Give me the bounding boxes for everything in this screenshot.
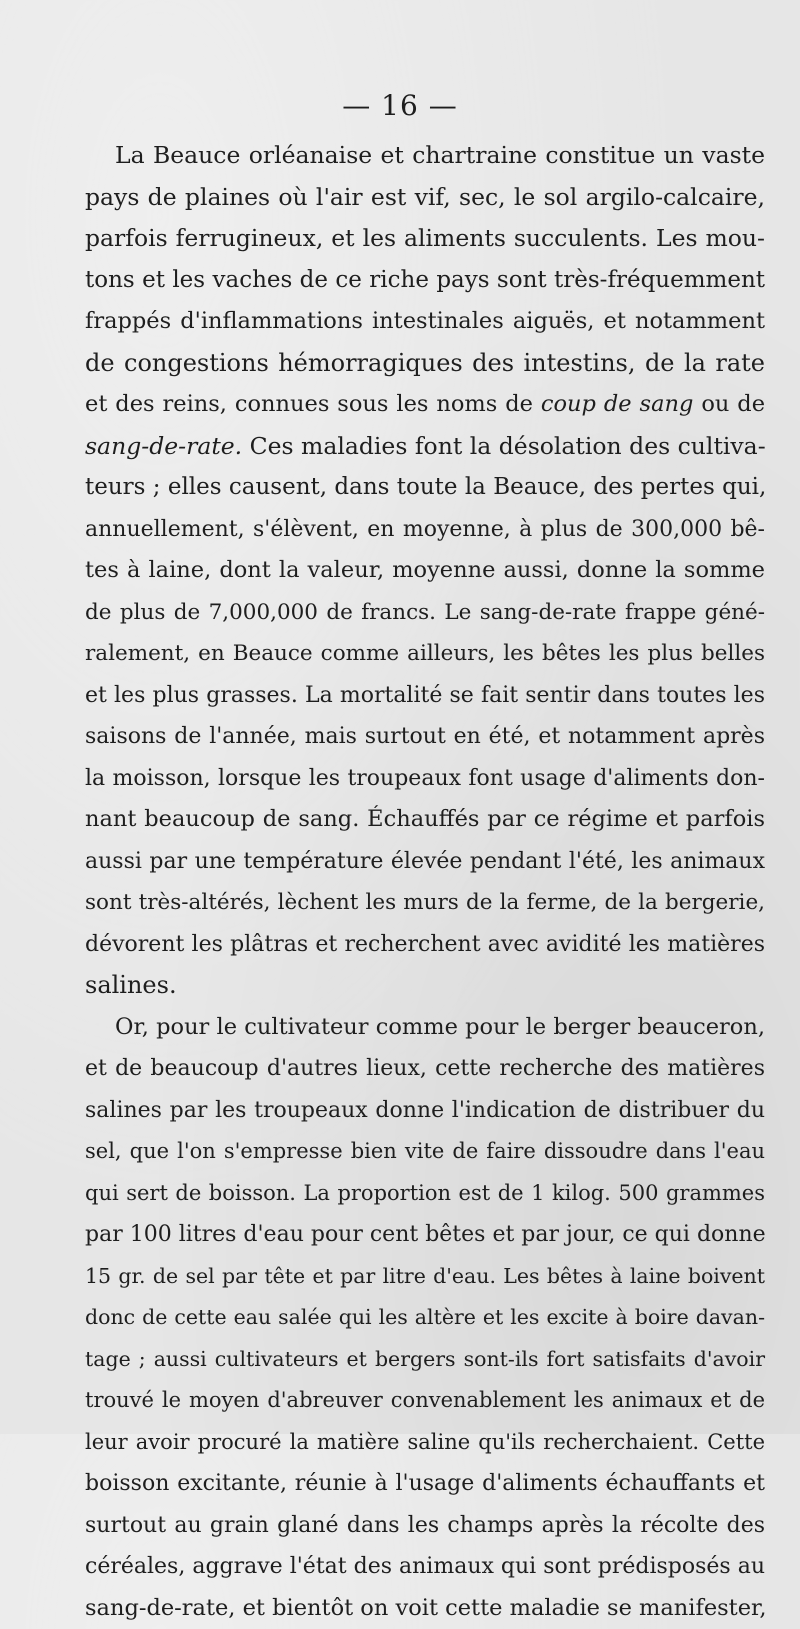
italic-term: coup de sang <box>541 391 694 417</box>
italic-term: sang-de-rate. <box>85 432 242 460</box>
paragraph-1 <box>85 135 765 1007</box>
body-text <box>85 135 765 1629</box>
text-line: ralement, en Beauce comme ailleurs, les bêtes les plus belles <box>85 633 765 675</box>
text-line: frappés d'inflammations intestinales aiguës, et notamment <box>85 301 765 343</box>
text-line: parfois ferrugineux, et les aliments succulents. Les mou- <box>85 218 765 260</box>
text-line: par 100 litres d'eau pour cent bêtes et par jour, ce qui donne <box>85 1214 765 1256</box>
text-line: sang-de-rate, et bientôt on voit cette maladie se manifester, <box>85 1588 765 1629</box>
paragraph-2 <box>85 1007 765 1629</box>
text-line: boisson excitante, réunie à l'usage d'aliments échauffants et <box>85 1463 765 1505</box>
text-run: ou de <box>693 391 765 417</box>
text-line: céréales, aggrave l'état des animaux qui sont prédisposés au <box>85 1546 765 1588</box>
text-line: 15 gr. de sel par tête et par litre d'eau. Les bêtes à laine boivent <box>85 1256 765 1298</box>
text-line: tes à laine, dont la valeur, moyenne aussi, donne la somme <box>85 550 765 592</box>
text-line: annuellement, s'élèvent, en moyenne, à plus de 300,000 bê- <box>85 509 765 551</box>
text-line: qui sert de boisson. La proportion est de 1 kilog. 500 grammes <box>85 1173 765 1215</box>
text-run: et des reins, connues sous les noms de <box>85 391 533 417</box>
text-line-mixed <box>85 384 765 426</box>
text-line: sel, que l'on s'empresse bien vite de faire dissoudre dans l'eau <box>85 1131 765 1173</box>
text-line: salines. <box>85 965 765 1007</box>
text-line: salines par les troupeaux donne l'indication de distribuer du <box>85 1090 765 1132</box>
text-line: de congestions hémorragiques des intestins, de la rate <box>85 343 765 385</box>
text-line: tons et les vaches de ce riche pays sont très-fréquemment <box>85 260 765 302</box>
text-line: leur avoir procuré la matière saline qu'ils recherchaient. Cette <box>85 1422 765 1464</box>
text-line: donc de cette eau salée qui les altère et les excite à boire davan- <box>85 1297 765 1339</box>
text-line: de plus de 7,000,000 de francs. Le sang-de-rate frappe géné- <box>85 592 765 634</box>
text-line-mixed <box>85 426 765 468</box>
page-number: — 16 — <box>0 90 800 122</box>
text-line: la moisson, lorsque les troupeaux font usage d'aliments don- <box>85 758 765 800</box>
text-line: surtout au grain glané dans les champs après la récolte des <box>85 1505 765 1547</box>
text-line: La Beauce orléanaise et chartraine constitue un vaste <box>85 135 765 177</box>
text-line: saisons de l'année, mais surtout en été, et notamment après <box>85 716 765 758</box>
text-line: aussi par une température élevée pendant l'été, les animaux <box>85 841 765 883</box>
text-line: dévorent les plâtras et recherchent avec avidité les matières <box>85 924 765 966</box>
text-line: tage ; aussi cultivateurs et bergers sont-ils fort satisfaits d'avoir <box>85 1339 765 1381</box>
text-run: Ces maladies font la désolation des cultiva- <box>242 432 765 460</box>
text-line: nant beaucoup de sang. Échauffés par ce régime et parfois <box>85 799 765 841</box>
text-line: teurs ; elles causent, dans toute la Beauce, des pertes qui, <box>85 467 765 509</box>
text-line: sont très-altérés, lèchent les murs de la ferme, de la bergerie, <box>85 882 765 924</box>
text-line: pays de plaines où l'air est vif, sec, le sol argilo-calcaire, <box>85 177 765 219</box>
text-line: et de beaucoup d'autres lieux, cette recherche des matières <box>85 1048 765 1090</box>
text-line: trouvé le moyen d'abreuver convenablement les animaux et de <box>85 1380 765 1422</box>
text-line: et les plus grasses. La mortalité se fait sentir dans toutes les <box>85 675 765 717</box>
text-line: Or, pour le cultivateur comme pour le berger beauceron, <box>85 1007 765 1049</box>
